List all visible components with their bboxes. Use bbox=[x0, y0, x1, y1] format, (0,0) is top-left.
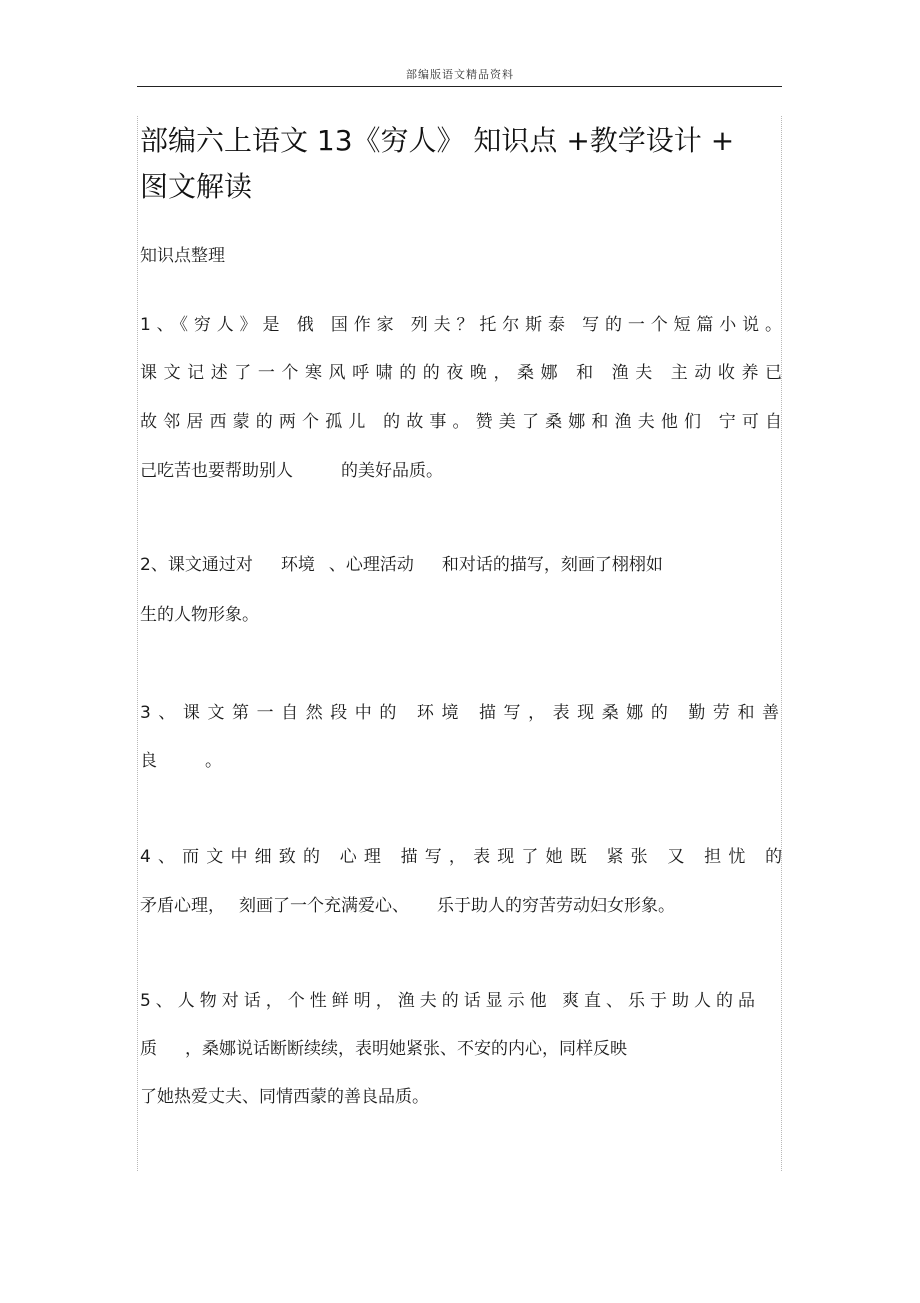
left-margin-rule bbox=[137, 116, 138, 1171]
point-4-line-2: 矛盾心理， 刻画了一个充满爱心、 乐于助人的穷苦劳动妇女形象。 bbox=[140, 896, 675, 916]
document-title bbox=[140, 118, 785, 210]
point-1-line-1: 1、《穷人》是 俄 国作家 列夫？托尔斯泰 写的一个短篇小说。 bbox=[140, 315, 783, 335]
point-2-line-2: 生的人物形象。 bbox=[140, 605, 259, 625]
point-1-line-2: 课文记述了一个寒风呼啸的的夜晚，桑娜 和 渔夫 主动收养已 bbox=[140, 363, 783, 383]
point-1-line-4: 己吃苦也要帮助别人 的美好品质。 bbox=[140, 461, 443, 481]
point-3-line-1: 3、课文第一自然段中的 环境 描写，表现桑娜的 勤劳和善 bbox=[140, 703, 783, 723]
section-heading: 知识点整理 bbox=[140, 246, 225, 266]
point-5-line-1: 5、人物对话，个性鲜明，渔夫的话显示他 爽直、乐于助人的品 bbox=[140, 991, 755, 1011]
point-1-line-3: 故邻居西蒙的两个孤儿 的故事。赞美了桑娜和渔夫他们 宁可自 bbox=[140, 412, 783, 432]
right-margin-rule bbox=[781, 116, 782, 1171]
title-line-2: 图文解读 bbox=[140, 170, 253, 203]
point-5-line-3: 了她热爱丈夫、同情西蒙的善良品质。 bbox=[140, 1087, 429, 1107]
page-header: 部编版语文精品资料 bbox=[406, 68, 514, 81]
title-line-1: 部编六上语文 13《穷人》 知识点 +教学设计 + bbox=[140, 124, 735, 157]
point-3-line-2: 良 。 bbox=[140, 751, 222, 771]
point-4-line-1: 4、而文中细致的 心理 描写，表现了她既 紧张 又 担忧 的 bbox=[140, 847, 783, 867]
point-2-line-1: 2、课文通过对 环境 、心理活动 和对话的描写，刻画了栩栩如 bbox=[140, 555, 663, 575]
header-divider bbox=[137, 86, 782, 87]
point-5-line-2: 质 ，桑娜说话断断续续，表明她紧张、不安的内心，同样反映 bbox=[140, 1039, 627, 1059]
